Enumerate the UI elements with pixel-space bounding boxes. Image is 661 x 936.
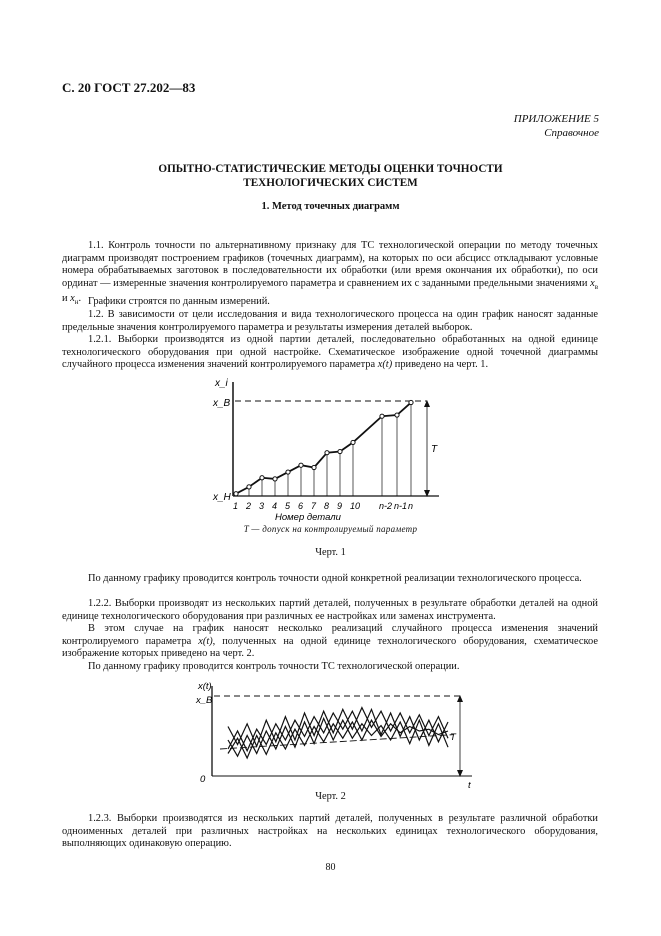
fig1-x-label: Номер детали: [275, 512, 341, 523]
fig1-data-point: [351, 440, 355, 444]
title-line-1: ОПЫТНО-СТАТИСТИЧЕСКИЕ МЕТОДЫ ОЦЕНКИ ТОЧНОСТИ: [158, 163, 503, 175]
paragraph-1-2-3: 1.2.3. Выборки производятся из нескольких партий деталей, полученных в результате различной обработки одноименных деталей при различных настройках на нескольких единицах технологического оборудования, выполняющих одинаковую операцию.: [62, 813, 598, 850]
fig1-tick-label: n: [408, 501, 414, 511]
paragraph-after-fig2-intro: По данному графику проводится контроль точности ТС технологической операции.: [88, 661, 460, 672]
section-heading: 1. Метод точечных диаграмм: [261, 201, 400, 212]
symbol-x-upper: x: [590, 277, 595, 289]
document-title: [0, 162, 661, 190]
fig1-data-point: [299, 463, 303, 467]
paragraph-1-2-1: [62, 334, 598, 372]
fig1-tick-label: 9: [337, 501, 343, 511]
paragraph-1-2: 1.2. В зависимости от цели исследования и вида технологического процесса на один график наносят заданные предельные значения контролируемого параметра и результаты измерения деталей выборок.: [62, 309, 598, 333]
fig1-data-point: [312, 465, 316, 469]
appendix-label: [514, 112, 599, 140]
fig1-tick-label: 6: [298, 501, 304, 511]
symbol-xt: x(t): [377, 359, 393, 371]
fig1-y-label: x_i: [215, 378, 228, 389]
fig1-data-point: [260, 476, 264, 480]
paragraph-1-2-1-text: 1.2.1. Выборки производятся из одной партии деталей, последовательно обработанных на одной единице технологического оборудования при одной настройке. Схематическое изображение одной точечной диаграммы случайного процесса изменения значений контролируемого параметра: [62, 334, 598, 371]
fig1-tolerance-arrow-head-top: [424, 400, 430, 407]
paragraph-1-2-2-b-tail: , полученных на одной единице технологического оборудования, схематическое изображение которых приведено на черт. 2.: [62, 635, 598, 660]
fig2-series-line: [228, 720, 448, 758]
fig1-data-point: [380, 414, 384, 418]
fig1-tolerance-label: T: [431, 444, 438, 455]
paragraph-1-1-b: Графики строятся по данным измерений.: [88, 296, 270, 307]
fig1-tick-label: 7: [311, 501, 317, 511]
symbol-x-upper-sub: в: [594, 282, 598, 291]
page-number: 80: [325, 862, 336, 873]
paragraph-1-2-2-b-text: В этом случае на график наносят несколько реализаций случайного процесса изменения значений контролируемого параметра: [62, 623, 598, 647]
fig2-caption: Черт. 2: [315, 791, 346, 802]
fig2-y-label: x(t): [198, 681, 212, 692]
paragraph-1-1: 1.1. Контроль точности по альтернативному признаку для ТС технологической операции по методу точечных диаграмм производят построением графиков (точечных диаграмм), на которых по оси абсцисс откладывают условные номера обрабатываемых заготовок в последовательности их обработки (или время окончания их обработки), по оси ординат — измеренные значения контролируемого параметра и сравнением их с заданными предельными значениями $x_в$ и $x_н$.: [62, 240, 598, 307]
fig1-data-point: [273, 477, 277, 481]
paragraph-1-2-2: 1.2.2. Выборки производят из нескольких партий деталей, полученных в результате обработки деталей на одной единице технологического оборудования при различных ее настройках или заменах инструмента.: [62, 598, 598, 622]
fig1-tick-label: 2: [246, 501, 252, 511]
fig1-caption: Черт. 1: [315, 547, 346, 558]
symbol-x-lower: x: [70, 293, 75, 305]
fig1-tick-label: 5: [285, 501, 291, 511]
fig2-tolerance-label: T: [450, 732, 456, 743]
appendix-number: ПРИЛОЖЕНИЕ 5: [513, 113, 599, 125]
fig1-tick-label: n-1: [394, 501, 408, 511]
paragraph-1-2-2-b: [62, 623, 598, 661]
fig1-data-point: [325, 451, 329, 455]
fig2-origin-label: 0: [200, 774, 206, 785]
fig1-tick-label: n-2: [379, 501, 393, 511]
symbol-xt-2: x(t): [198, 635, 213, 647]
appendix-kind: Справочное: [544, 127, 599, 139]
fig1-upper-limit-label: x_B: [213, 398, 231, 409]
fig1-tick-label: 1: [233, 501, 239, 511]
fig1-note: T — допуск на контролируемый параметр: [243, 524, 418, 534]
fig1-data-point: [286, 470, 290, 474]
figure-1-point-diagram: [205, 372, 450, 532]
fig1-tick-label: 4: [272, 501, 278, 511]
paragraph-1-1-text: 1.1. Контроль точности по альтернативному признаку для ТС технологической операции по методу точечных диаграмм производят построением графиков (точечных диаграмм), на которых по оси абсцисс откладывают условные номера обрабатываемых заготовок в последовательности их обработки (или время окончания их обработки), по оси ординат — измеренные значения контролируемого параметра и сравнением их с заданными предельными значениями: [62, 240, 598, 289]
figure-2-multi-realization: [190, 676, 480, 790]
fig2-x-label: t: [468, 780, 471, 790]
fig1-data-point: [409, 400, 413, 404]
conjunction-and: и: [62, 293, 68, 305]
fig2-upper-limit-label: x_B: [196, 695, 213, 706]
fig1-tick-label: 8: [324, 501, 330, 511]
paragraph-after-fig1: По данному графику проводится контроль точности одной конкретной реализации технологического процесса.: [88, 573, 582, 584]
page-header: С. 20 ГОСТ 27.202—83: [62, 80, 196, 95]
symbol-x-lower-sub: н: [74, 298, 79, 307]
fig1-data-point: [234, 492, 238, 496]
fig1-lower-limit-label: x_H: [213, 492, 231, 503]
fig1-data-point: [338, 449, 342, 453]
fig1-data-point: [247, 485, 251, 489]
title-line-2: ТЕХНОЛОГИЧЕСКИХ СИСТЕМ: [243, 177, 418, 189]
fig1-tick-label: 3: [259, 501, 265, 511]
fig1-tick-label: 10: [350, 501, 361, 511]
fig1-data-point: [395, 413, 399, 417]
fig2-series-line: [228, 708, 448, 747]
paragraph-1-2-1-tail: приведено на черт. 1.: [394, 359, 489, 371]
